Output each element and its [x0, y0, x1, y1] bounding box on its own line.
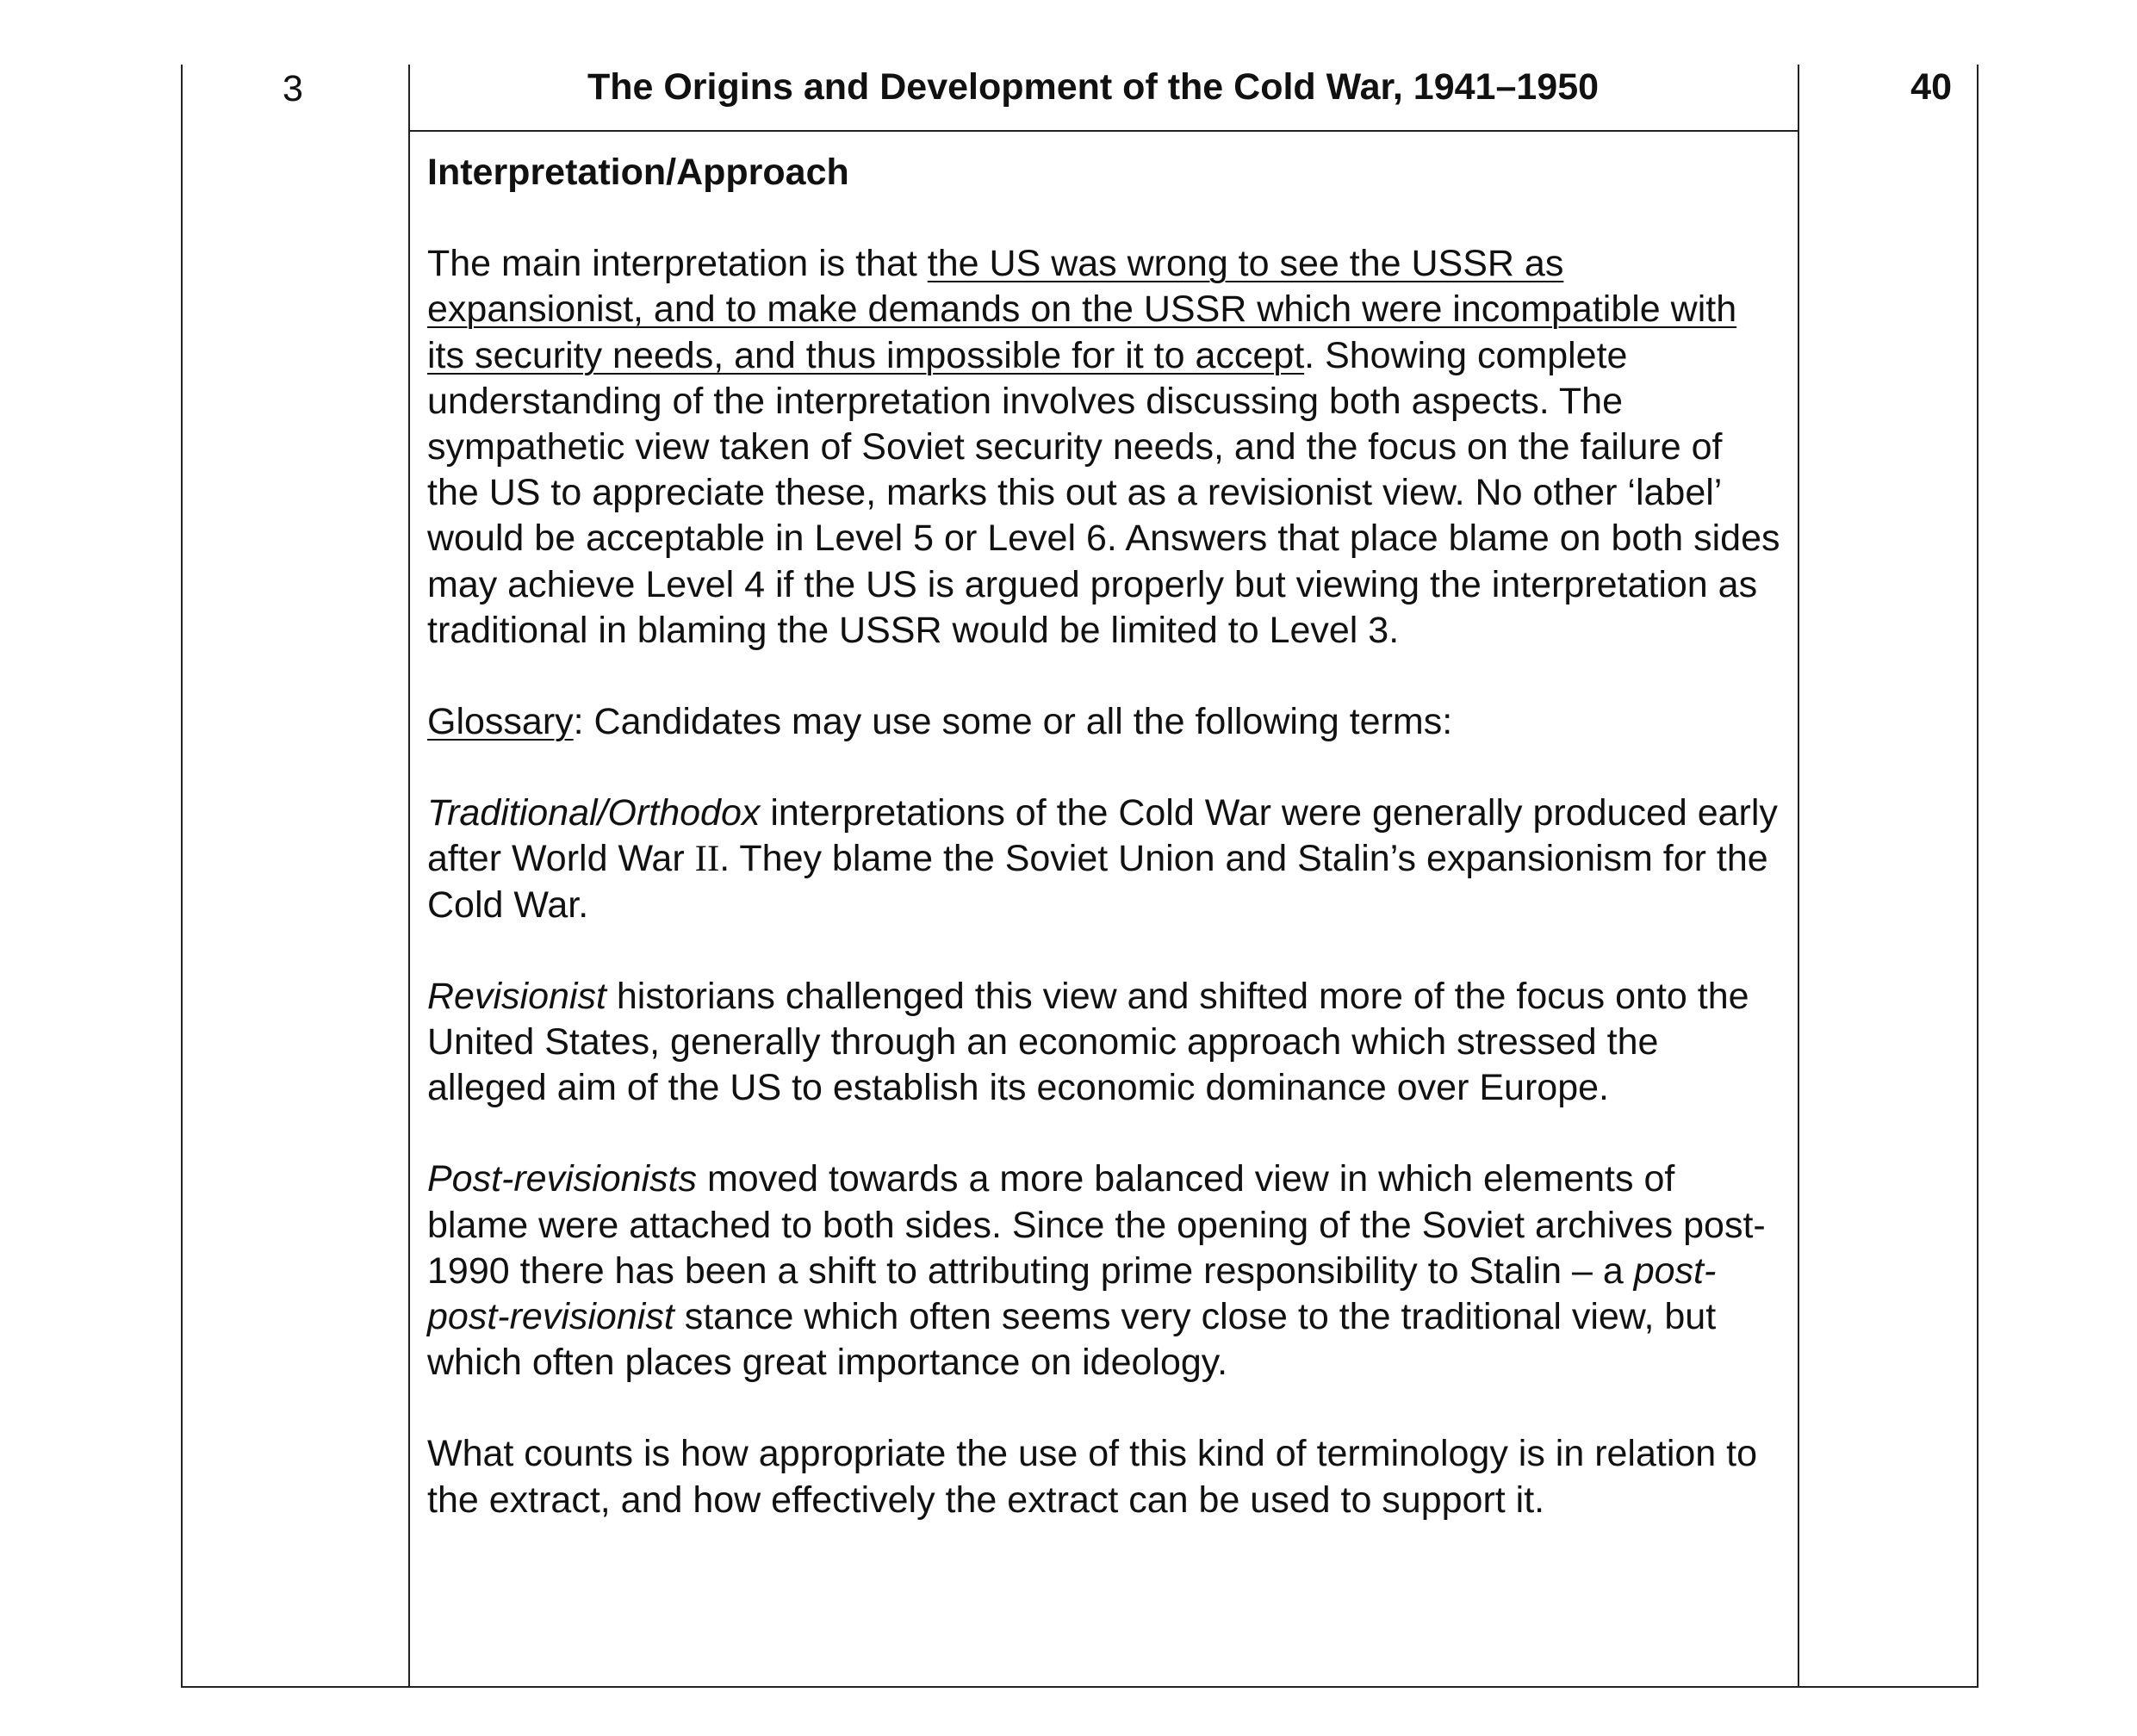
roman-numeral: II [694, 839, 720, 880]
closing-paragraph: What counts is how appropriate the use of this kind of terminology is in relation to the extract, and how effectively the extract can be used to support it. [427, 1433, 1758, 1521]
table-right-border [1977, 65, 1979, 1688]
marks-total: 40 [1910, 66, 1952, 108]
post-revisionist-text-a: moved towards a more balanced view in which elements of blame were attached to both sides. Since the opening of the Soviet archives post-1990 there has been a shift to attributing prime responsibility to Stalin – a [427, 1158, 1766, 1292]
traditional-text-a: interpretations of the Cold War were generally produced early after World War [427, 792, 1778, 880]
traditional-term: Traditional/Orthodox [427, 792, 761, 834]
glossary-text: : Candidates may use some or all the following terms: [573, 701, 1453, 743]
interpretation-intro: The main interpretation is that [427, 243, 928, 285]
glossary-label: Glossary [427, 701, 574, 743]
revisionist-text: historians challenged this view and shifted more of the focus onto the United States, generally through an economic approach which stressed the alleged aim of the US to establish its economic dominance over Europe. [427, 975, 1749, 1109]
section-heading: Interpretation/Approach [427, 152, 849, 193]
table-bottom-border [181, 1686, 1979, 1688]
traditional-paragraph [427, 790, 1783, 928]
post-post-revisionist-term: post-post-revisionist [427, 1249, 1717, 1338]
interpretation-underlined: the US was wrong to see the USSR as expansionist, and to make demands on the USSR which were incompatible with its security needs, and thus impossible for it to accept [427, 243, 1737, 376]
post-revisionist-term: Post-revisionists [427, 1158, 698, 1200]
revisionist-paragraph [427, 974, 1783, 1112]
table-column-divider-left [408, 65, 410, 1688]
title-underline-rule [408, 130, 1799, 132]
revisionist-term: Revisionist [427, 975, 606, 1017]
table-column-divider-right [1798, 65, 1799, 1688]
post-revisionist-text-b: stance which often seems very close to the traditional view, but which often places great importance on ideology. [427, 1296, 1717, 1384]
glossary-paragraph [427, 699, 1783, 745]
section-title: The Origins and Development of the Cold War, 1941–1950 [587, 66, 1600, 108]
question-number: 3 [283, 68, 303, 109]
post-revisionist-paragraph [427, 1156, 1783, 1386]
mark-scheme-content [427, 150, 1783, 1523]
interpretation-rest: . Showing complete understanding of the interpretation involves discussing both aspects. The sympathetic view taken of Soviet security needs, and the focus on the failure of the US to appreciate these, marks this out as a revisionist view. No other ‘label’ would be acceptable in Level 5 or Level 6. Answers that place blame on both sides may achieve Level 4 if the US is argued properly but viewing the interpretation as traditional in blaming the USSR would be limited to Level 3. [427, 334, 1780, 651]
table-left-border [181, 65, 183, 1688]
interpretation-paragraph [427, 241, 1783, 654]
traditional-text-b: . They blame the Soviet Union and Stalin’s expansionism for the Cold War. [427, 838, 1768, 926]
